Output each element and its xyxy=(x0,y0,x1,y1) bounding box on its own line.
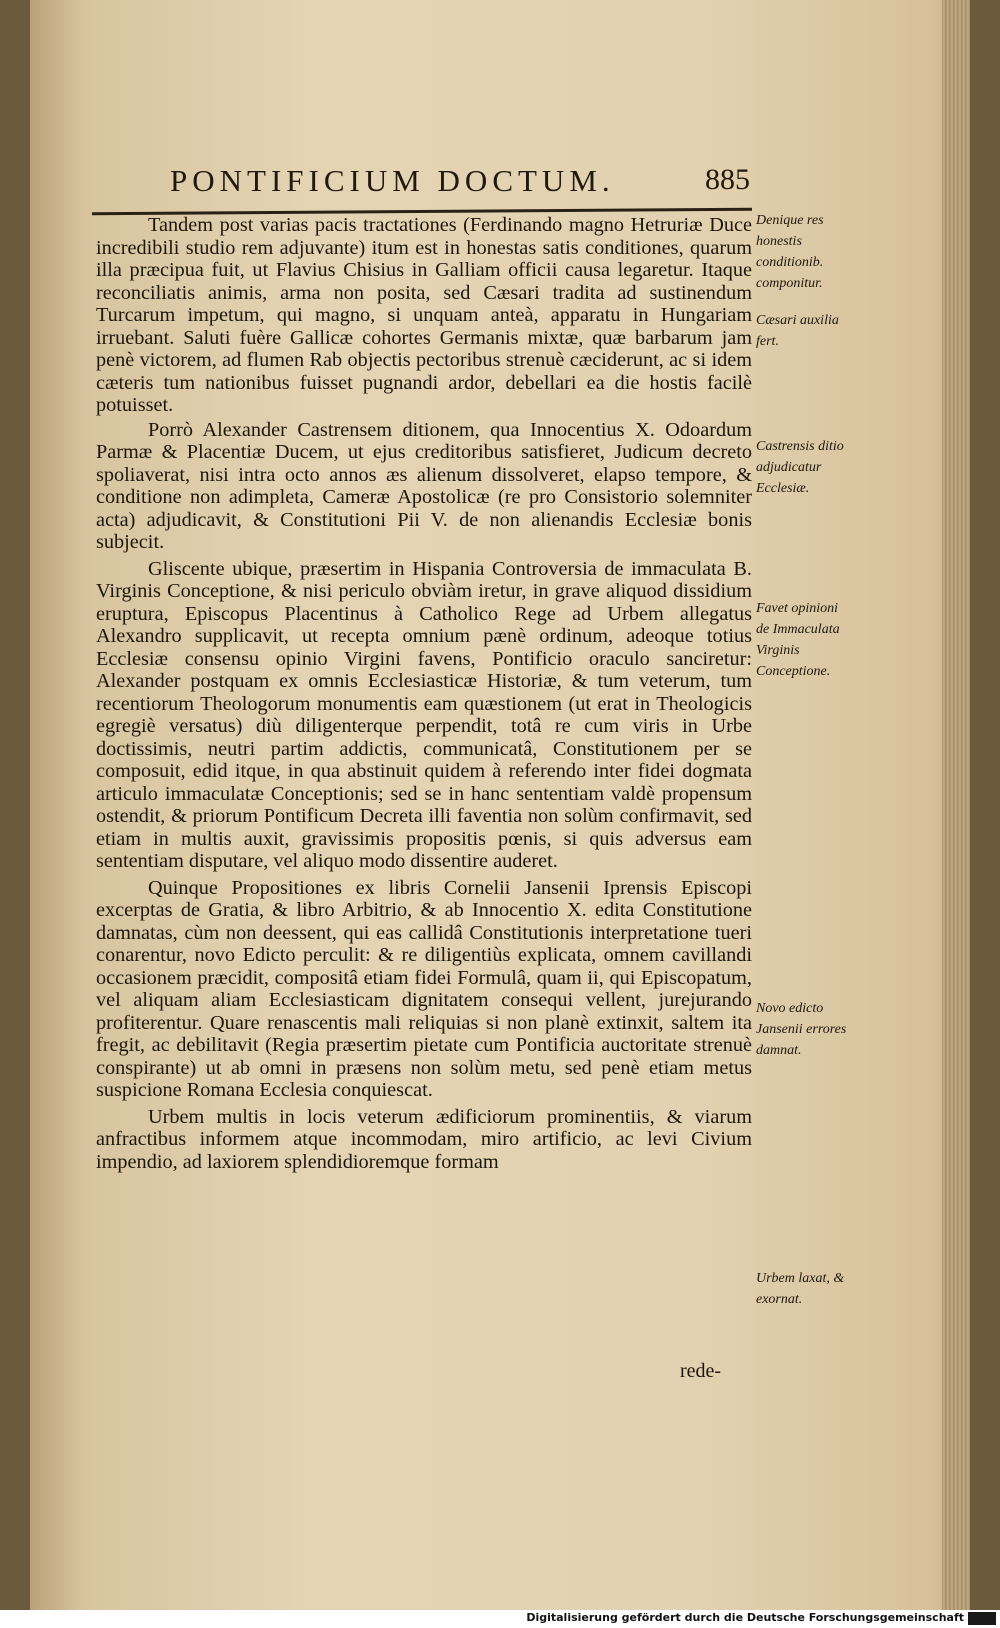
paragraph: Porrò Alexander Castrensem ditionem, qua Innocentius X. Odoardum Parmæ & Placentiæ Ducem, ut ejus creditoribus satisfieret, Judicum decreto spoliaverat, nisi intra octo annos æs alienum dissolveret, elapso tempore, & conditione non adimpleta, Cameræ Apostolicæ (re pro Consistorio solemniter acta) adjudicavit, & Constitutioni Pii V. de non alienandis Ecclesiæ bonis subjecit. xyxy=(96,418,752,553)
catchword: rede- xyxy=(680,1360,722,1382)
page-number: 885 xyxy=(705,163,750,196)
paragraph: Quinque Propositiones ex libris Cornelii Jansenii Iprensis Episcopi excerptas de Gratia, & libro Arbitrio, & ab Innocentio X. edita Constitutione damnatas, cùm non deessent, qui eas callidâ Constitutionis interpretatione tueri conarentur, novo Edicto perculit: & re diligentiùs explicata, omnem cavillandi occasionem præcidit, compositâ etiam fidei Formulâ, quam ii, qui Episcopatum, vel aliquam aliam Ecclesiasticam dignitatem consequi vellent, jurejurando profiterentur. Quare renascentis mali reliquias si non planè extinxit, saltem ita fregit, ac debilitavit (Regia præsertim pietate cum Pontificia auctoritate strenuè conspirante) ut ab omni in præsens non solùm metu, sed penè etiam metus suspicione Romana Ecclesia conquiescat. xyxy=(96,876,752,1101)
digitization-credit: Digitalisierung gefördert durch die Deutsche Forschungsgemeinschaft xyxy=(526,1611,964,1624)
paragraph: Tandem post varias pacis tractationes (Ferdinando magno Hetruriæ Duce incredibili studio rem adjuvante) itum est in honestas satis conditiones, quarum illa præcipua fuit, ut Flavius Chisius in Galliam officii causa legaretur. Itaque reconciliatis animis, arma non posita, sed Cæsari tradita ad sustinendum Turcarum impetum, qui magno, si unquam anteà, apparatu in Hungariam irruebant. Saluti fuère Gallicæ cohortes Germanis mixtæ, quæ barbarum jam penè victorem, ad flumen Rab objectis pectoribus strenuè cæciderunt, ac si idem cæteris tum nationibus fuisset pugnandi ardor, debellari ea die hostis facilè potuisset. xyxy=(96,214,752,416)
page-header xyxy=(170,163,750,211)
margin-note: Cæsari auxilia fert. xyxy=(756,313,839,349)
running-title: PONTIFICIUM DOCTUM. xyxy=(170,163,615,198)
margin-note: Favet opinioni de Immaculata Virginis Conceptione. xyxy=(756,601,840,679)
paragraph: Urbem multis in locis veterum ædificiorum prominentiis, & viarum anfractibus informem atque incommodam, miro artificio, ac levi Civium impendio, ad laxiorem splendidioremque formam xyxy=(96,1105,752,1173)
paragraph: Gliscente ubique, præsertim in Hispania Controversia de immaculata B. Virginis Conceptione, & nisi periculo obviàm iretur, in grave aliquod dissidium eruptura, Episcopus Placentinus à Catholico Rege ad Urbem allegatus Alexandro supplicavit, ut recepta omnium pænè ordinum, adeoque totius Ecclesiæ consensu opinio Virgini favens, Pontificio oraculo sanciretur: Alexander postquam ex omnis Ecclesiasticæ Historiæ, & tum veterum, tum recentiorum Theologorum monumentis eam quæstionem (ut erat in Theologicis egregiè versatus) diù diligenterque perpendit, totâ re cum viris in Urbe doctissimis, neutri partim addictis, communicatâ, Constitutionem per se composuit, edid itque, in qua abstinuit quidem à referendo inter fidei dogmata articulo immaculatæ Conceptionis; sed se in hanc sententiam valdè propensum ostendit, & priorum Pontificum Decreta illi faventia non solùm confirmavit, sed etiam in multis auxit, gravissimis propositis pœnis, si quis adversus eam sententiam disputare, vel aliquo modo dissentire auderet. xyxy=(96,557,752,872)
margin-note: Urbem laxat, & exornat. xyxy=(756,1271,845,1307)
dfg-logo-icon xyxy=(968,1612,996,1625)
margin-note: Castrensis ditio adjudicatur Ecclesiæ. xyxy=(756,439,844,496)
margin-note: Denique res honestis conditionib. componitur. xyxy=(756,213,824,291)
page-edge xyxy=(942,0,970,1610)
footer-bar xyxy=(0,1610,1000,1628)
main-text xyxy=(96,214,752,1173)
margin-note: Novo edicto Jansenii errores damnat. xyxy=(756,1001,847,1058)
